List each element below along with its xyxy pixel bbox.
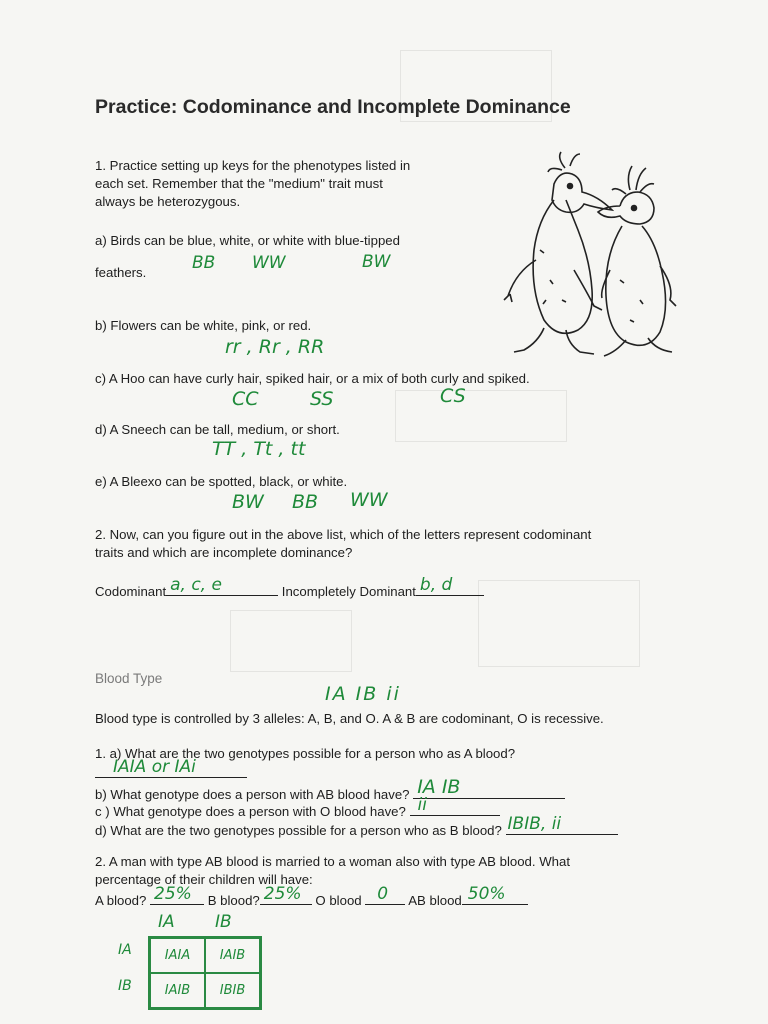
punnett-cell: IAIB bbox=[205, 938, 260, 973]
incomplete-label: Incompletely Dominant bbox=[281, 584, 416, 599]
blood-q2-answer-row bbox=[95, 884, 528, 908]
codominant-blank bbox=[166, 575, 278, 596]
q1a-line2: feathers. bbox=[95, 265, 147, 280]
ghost-box bbox=[230, 610, 352, 672]
blood-q1c-answer: ii bbox=[417, 795, 427, 815]
ghost-box bbox=[395, 390, 567, 442]
q1d-text: d) A Sneech can be tall, medium, or short. bbox=[95, 422, 340, 437]
q1b-text: b) Flowers can be white, pink, or red. bbox=[95, 318, 312, 333]
blood-q1d: d) What are the two genotypes possible for a person who as B blood? bbox=[95, 823, 502, 838]
punnett-cell: IAIB bbox=[150, 973, 205, 1008]
punnett-cell: IBIB bbox=[205, 973, 260, 1008]
blood-q1d-blank bbox=[506, 814, 618, 835]
b-blood-answer: 25% bbox=[263, 884, 302, 904]
a-blood-label: A blood? bbox=[95, 893, 147, 908]
q2-answer-row bbox=[95, 575, 484, 599]
ghost-box bbox=[478, 580, 640, 667]
page-title: Practice: Codominance and Incomplete Dominance bbox=[95, 96, 571, 118]
q1a-answer-3: BW bbox=[362, 252, 391, 272]
q2-line2: traits and which are incomplete dominance? bbox=[95, 545, 353, 560]
q1a-line1: a) Birds can be blue, white, or white with blue-tipped bbox=[95, 233, 400, 248]
blood-q1c: c ) What genotype does a person with O blood have? bbox=[95, 804, 406, 819]
punnett-top-2: IB bbox=[215, 912, 232, 932]
ab-blood-blank bbox=[462, 884, 528, 905]
punnett-side-2: IB bbox=[118, 978, 132, 994]
blood-q1d-answer: IBIB, ii bbox=[507, 814, 562, 834]
a-blood-blank bbox=[150, 884, 204, 905]
q1d-answer: TT , Tt , tt bbox=[212, 438, 306, 460]
o-blood-blank bbox=[365, 884, 405, 905]
q1c-answer-2: SS bbox=[310, 388, 334, 410]
blood-q1a-blank bbox=[95, 757, 247, 778]
q1a-answer-2: WW bbox=[252, 253, 286, 273]
q1c-answer-1: CC bbox=[232, 388, 259, 410]
incomplete-answer: b, d bbox=[419, 575, 453, 595]
q2-line1: 2. Now, can you figure out in the above list, which of the letters represent codominant bbox=[95, 527, 592, 542]
blood-q2-line2: percentage of their children will have: bbox=[95, 872, 313, 887]
q1e-answer-3: WW bbox=[350, 489, 388, 511]
ab-blood-answer: 50% bbox=[467, 884, 506, 904]
punnett-side-1: IA bbox=[118, 942, 132, 958]
punnett-square bbox=[148, 936, 262, 1010]
blood-q2-line1: 2. A man with type AB blood is married to a woman also with type AB blood. What bbox=[95, 854, 570, 869]
blood-q1b-answer: IA IB bbox=[417, 776, 461, 798]
cartoon-characters-illustration bbox=[470, 150, 680, 365]
o-blood-answer: 0 bbox=[377, 884, 389, 904]
q1-intro-line1: 1. Practice setting up keys for the phenotypes listed in bbox=[95, 158, 411, 173]
blood-alleles-note: IA IB ii bbox=[325, 683, 401, 705]
q1-intro-line3: always be heterozygous. bbox=[95, 194, 241, 209]
q1e-text: e) A Bleexo can be spotted, black, or white. bbox=[95, 474, 348, 489]
b-blood-blank bbox=[260, 884, 312, 905]
blood-type-heading: Blood Type bbox=[95, 671, 163, 686]
incomplete-blank bbox=[416, 575, 484, 596]
blood-q1a: 1. a) What are the two genotypes possible for a person who as A blood? bbox=[95, 746, 516, 761]
b-blood-label: B blood? bbox=[207, 893, 260, 908]
q1e-answer-2: BB bbox=[292, 491, 319, 513]
q1b-answer: rr , Rr , RR bbox=[225, 336, 325, 358]
ab-blood-label: AB blood bbox=[408, 893, 462, 908]
blood-q1d-row bbox=[95, 814, 618, 838]
blood-q1b-row bbox=[95, 776, 565, 802]
codominant-answer: a, c, e bbox=[170, 575, 222, 595]
blood-q1b-blank bbox=[413, 776, 565, 799]
q1-intro-line2: each set. Remember that the "medium" trait must bbox=[95, 176, 383, 191]
blood-q1b: b) What genotype does a person with AB blood have? bbox=[95, 787, 410, 802]
q1c-text: c) A Hoo can have curly hair, spiked hair, or a mix of both curly and spiked. bbox=[95, 371, 530, 386]
q1e-answer-1: BW bbox=[232, 491, 264, 513]
blood-q1c-blank bbox=[410, 795, 500, 816]
blood-q1c-row bbox=[95, 795, 500, 819]
o-blood-label: O blood bbox=[315, 893, 362, 908]
q1c-answer-3: CS bbox=[440, 385, 466, 407]
a-blood-answer: 25% bbox=[154, 884, 192, 904]
blood-intro: Blood type is controlled by 3 alleles: A, B, and O. A & B are codominant, O is recessive. bbox=[95, 711, 604, 726]
q1a-answer-1: BB bbox=[192, 253, 216, 273]
punnett-top-1: IA bbox=[158, 912, 175, 932]
codominant-label: Codominant bbox=[95, 584, 167, 599]
blood-q1a-answer: IAIA or IAi bbox=[113, 757, 196, 777]
punnett-cell: IAIA bbox=[150, 938, 205, 973]
